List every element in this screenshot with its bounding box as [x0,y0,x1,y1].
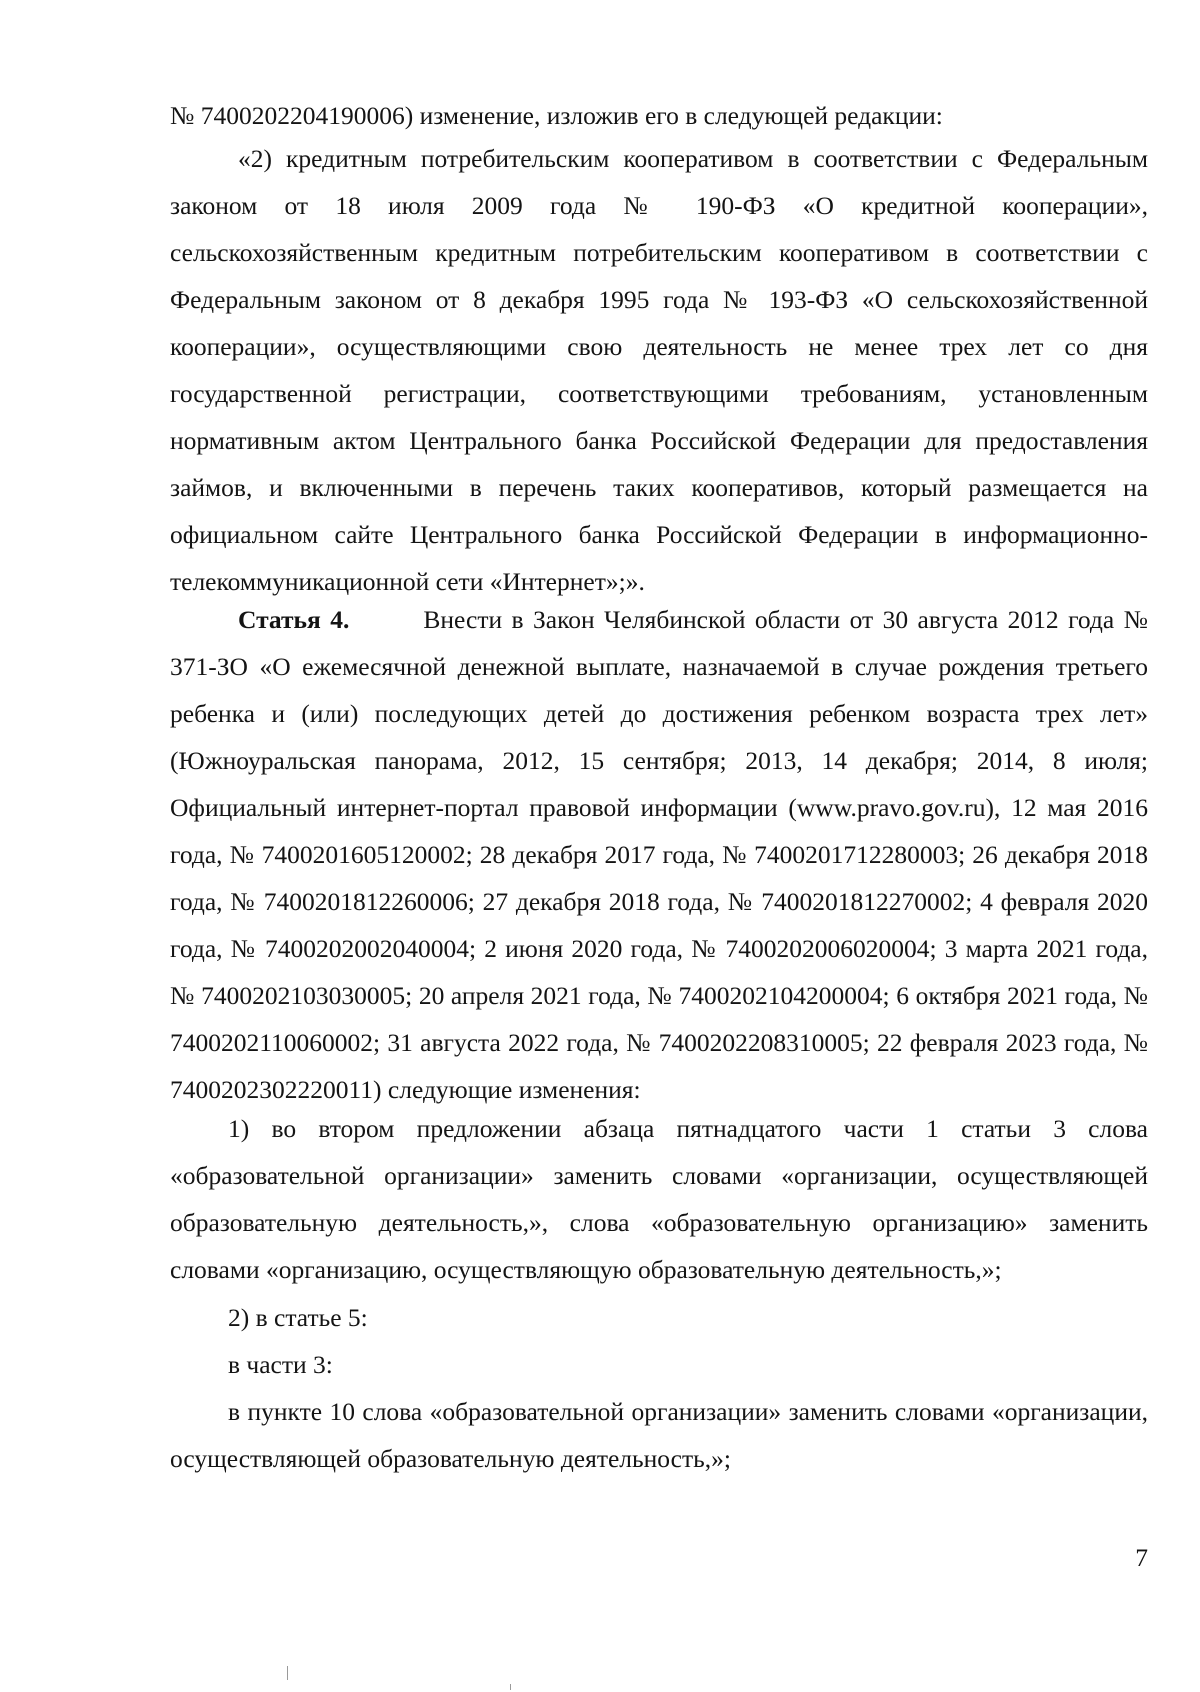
paragraph-article-4 [170,596,1148,1113]
paragraph-continuation: № 7400202204190006) изменение, изложив его в следующей редакции: [170,101,943,130]
paragraph-item-1: 1) во втором предложении абзаца пятнадцатого части 1 статьи 3 слова «образовательной организации» заменить словами «организации, осуществляющей образовательную деятельность,», слова «образовательную организацию» заменить словами «организацию, осуществляющую образовательную деятельность,»; [170,1114,1148,1284]
paragraph-point-10: в пункте 10 слова «образовательной организации» заменить словами «организации, осуществляющей образовательную деятельность,»; [170,1397,1148,1473]
article-heading: Статья 4. [238,605,350,634]
page-number: 7 [1135,1543,1148,1572]
paragraph-quoted-amendment: «2) кредитным потребительским кооперативом в соответствии с Федеральным законом от 18 июля 2009 года № 190-ФЗ «О кредитной кооперации», сельскохозяйственным кредитным потребительским кооперативом в соответствии с Федеральным законом от 8 декабря 1995 года № 193-ФЗ «О сельскохозяйственной кооперации», осуществляющими свою деятельность не менее трех лет со дня государственной регистрации, соответствующими требованиям, установленным нормативным актом Центрального банка Российской Федерации для предоставления займов, и включенными в перечень таких кооперативов, который размещается на официальном сайте Центрального банка Российской Федерации в информационно-телекоммуникационной сети «Интернет»;». [170,144,1148,596]
paragraph-item-2: 2) в статье 5: [228,1303,368,1332]
article-4-text: Внести в Закон Челябинской области от 30 августа 2012 года № 371-ЗО «О ежемесячной денежной выплате, назначаемой в случае рождения третьего ребенка и (или) последующих детей до достижения ребенком возраста трех лет» (Южноуральская панорама, 2012, 15 сентября; 2013, 14 декабря; 2014, 8 июля; Официальный интернет-портал правовой информации (www.pravo.gov.ru), 12 мая 2016 года, № 7400201605120002; 28 декабря 2017 года, № 7400201712280003; 26 декабря 2018 года, № 7400201812260006; 27 декабря 2018 года, № 7400201812270002; 4 февраля 2020 года, № 7400202002040004; 2 июня 2020 года, № 7400202006020004; 3 марта 2021 года, № 7400202103030005; 20 апреля 2021 года, № 7400202104200004; 6 октября 2021 года, № 7400202110060002; 31 августа 2022 года, № 7400202208310005; 22 февраля 2023 года, № 7400202302220011) следующие изменения: [170,605,1148,1104]
scan-artifact-mark [287,1666,288,1680]
paragraph-part-3: в части 3: [228,1350,333,1379]
scan-artifact-mark [510,1684,511,1690]
